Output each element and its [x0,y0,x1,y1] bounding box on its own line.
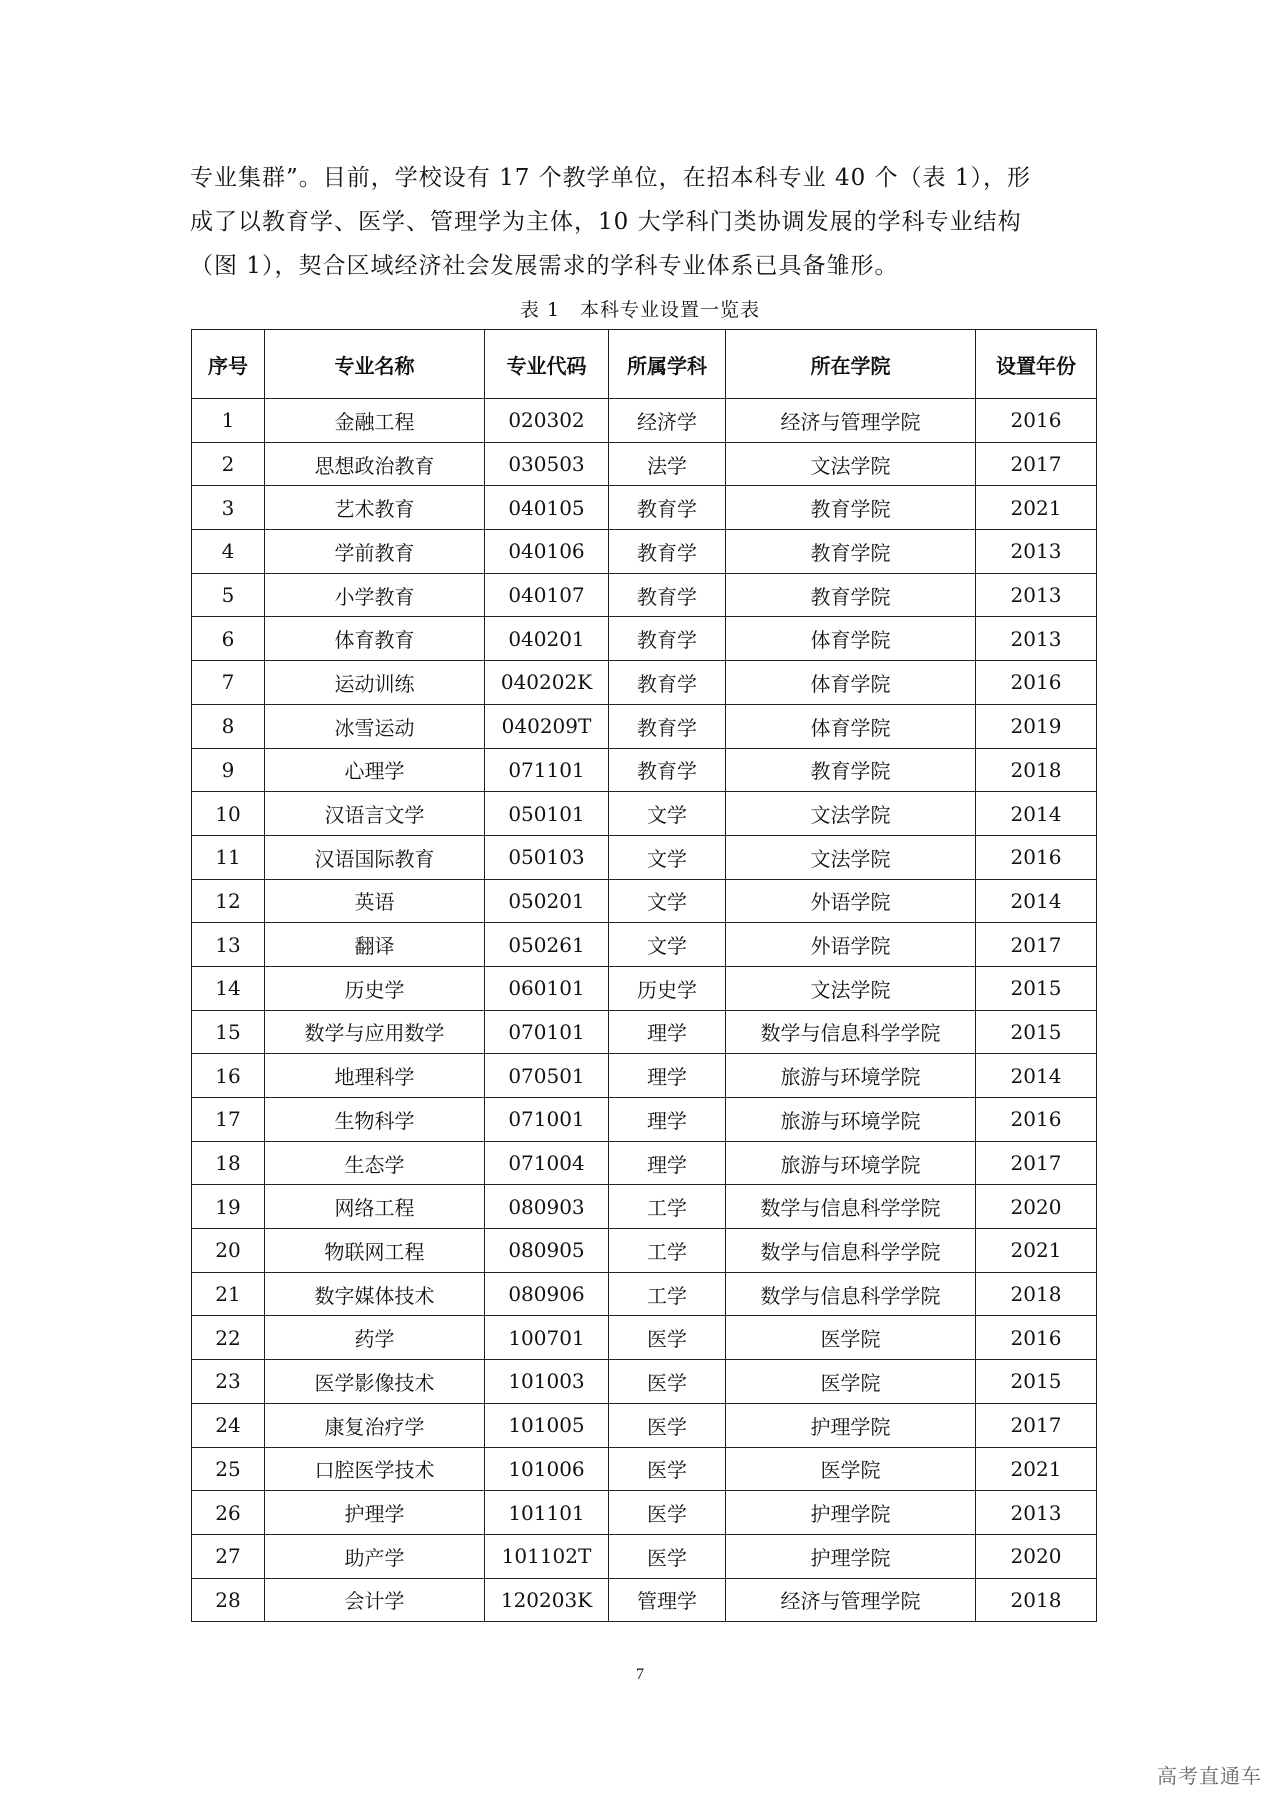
table-row [192,792,1097,836]
cell-major-name: 历史学 [265,966,485,1010]
cell-major-code: 040106 [485,530,609,574]
cell-major-name: 心理学 [265,748,485,792]
cell-year: 2018 [976,1272,1097,1316]
cell-major-name: 口腔医学技术 [265,1447,485,1491]
cell-major-code: 071004 [485,1141,609,1185]
cell-discipline: 医学 [609,1447,726,1491]
cell-index: 12 [192,879,265,923]
cell-major-code: 120203K [485,1578,609,1622]
cell-index: 17 [192,1098,265,1142]
cell-major-code: 080905 [485,1229,609,1273]
cell-index: 16 [192,1054,265,1098]
cell-index: 24 [192,1403,265,1447]
cell-year: 2018 [976,1578,1097,1622]
cell-college: 体育学院 [726,661,976,705]
cell-index: 10 [192,792,265,836]
cell-year: 2013 [976,573,1097,617]
cell-major-name: 金融工程 [265,399,485,443]
cell-discipline: 医学 [609,1316,726,1360]
cell-discipline: 文学 [609,879,726,923]
cell-major-name: 护理学 [265,1491,485,1535]
cell-year: 2016 [976,399,1097,443]
table-row [192,442,1097,486]
cell-discipline: 理学 [609,1054,726,1098]
cell-major-code: 050201 [485,879,609,923]
cell-college: 经济与管理学院 [726,1578,976,1622]
table-row [192,573,1097,617]
header-year: 设置年份 [976,330,1097,399]
cell-college: 护理学院 [726,1534,976,1578]
cell-discipline: 医学 [609,1491,726,1535]
cell-year: 2015 [976,966,1097,1010]
intro-line: 成了以教育学、医学、管理学为主体，10 大学科门类协调发展的学科专业结构 [190,209,1022,235]
cell-college: 旅游与环境学院 [726,1054,976,1098]
cell-major-code: 101003 [485,1360,609,1404]
cell-major-name: 思想政治教育 [265,442,485,486]
cell-major-name: 生态学 [265,1141,485,1185]
cell-index: 14 [192,966,265,1010]
table-row [192,1403,1097,1447]
cell-discipline: 教育学 [609,530,726,574]
cell-year: 2015 [976,1010,1097,1054]
cell-index: 20 [192,1229,265,1273]
cell-discipline: 工学 [609,1229,726,1273]
table-row [192,1141,1097,1185]
cell-major-name: 药学 [265,1316,485,1360]
cell-major-code: 040209T [485,704,609,748]
cell-college: 教育学院 [726,748,976,792]
intro-paragraph [190,156,1094,288]
cell-major-code: 060101 [485,966,609,1010]
table-row [192,530,1097,574]
cell-college: 经济与管理学院 [726,399,976,443]
page-number: 7 [636,1666,644,1683]
cell-major-code: 040202K [485,661,609,705]
cell-index: 15 [192,1010,265,1054]
table-row [192,1447,1097,1491]
cell-year: 2021 [976,486,1097,530]
cell-discipline: 文学 [609,792,726,836]
cell-college: 旅游与环境学院 [726,1098,976,1142]
cell-index: 21 [192,1272,265,1316]
cell-index: 2 [192,442,265,486]
cell-major-code: 071101 [485,748,609,792]
cell-year: 2016 [976,661,1097,705]
cell-college: 医学院 [726,1316,976,1360]
cell-year: 2014 [976,879,1097,923]
table-row [192,1010,1097,1054]
cell-college: 教育学院 [726,486,976,530]
table-row [192,399,1097,443]
cell-discipline: 文学 [609,835,726,879]
cell-major-name: 冰雪运动 [265,704,485,748]
cell-index: 26 [192,1491,265,1535]
cell-discipline: 工学 [609,1272,726,1316]
table-row [192,1360,1097,1404]
cell-major-code: 100701 [485,1316,609,1360]
cell-index: 5 [192,573,265,617]
cell-index: 23 [192,1360,265,1404]
cell-index: 13 [192,923,265,967]
cell-year: 2013 [976,1491,1097,1535]
cell-major-name: 英语 [265,879,485,923]
cell-college: 数学与信息科学学院 [726,1272,976,1316]
cell-year: 2013 [976,617,1097,661]
cell-major-name: 会计学 [265,1578,485,1622]
table-row [192,1185,1097,1229]
cell-college: 教育学院 [726,530,976,574]
cell-major-name: 汉语言文学 [265,792,485,836]
cell-major-code: 101006 [485,1447,609,1491]
cell-discipline: 教育学 [609,748,726,792]
header-college: 所在学院 [726,330,976,399]
cell-major-name: 学前教育 [265,530,485,574]
cell-college: 外语学院 [726,879,976,923]
cell-college: 文法学院 [726,442,976,486]
cell-college: 医学院 [726,1447,976,1491]
header-major-code: 专业代码 [485,330,609,399]
cell-college: 体育学院 [726,617,976,661]
table-row [192,1316,1097,1360]
cell-index: 6 [192,617,265,661]
cell-index: 19 [192,1185,265,1229]
cell-discipline: 理学 [609,1010,726,1054]
table-row [192,1578,1097,1622]
table-row [192,835,1097,879]
table-row [192,966,1097,1010]
cell-major-code: 020302 [485,399,609,443]
cell-major-code: 070501 [485,1054,609,1098]
cell-major-name: 数字媒体技术 [265,1272,485,1316]
cell-major-code: 040107 [485,573,609,617]
cell-major-name: 地理科学 [265,1054,485,1098]
table-row [192,1272,1097,1316]
cell-major-name: 翻译 [265,923,485,967]
cell-major-name: 数学与应用数学 [265,1010,485,1054]
cell-year: 2016 [976,1098,1097,1142]
cell-major-name: 助产学 [265,1534,485,1578]
cell-major-code: 101101 [485,1491,609,1535]
cell-major-name: 物联网工程 [265,1229,485,1273]
table-body [192,399,1097,1622]
cell-index: 3 [192,486,265,530]
cell-year: 2021 [976,1447,1097,1491]
cell-major-name: 康复治疗学 [265,1403,485,1447]
cell-major-code: 050261 [485,923,609,967]
cell-index: 7 [192,661,265,705]
header-discipline: 所属学科 [609,330,726,399]
table-row [192,1098,1097,1142]
cell-index: 8 [192,704,265,748]
cell-year: 2016 [976,1316,1097,1360]
cell-major-name: 运动训练 [265,661,485,705]
cell-major-code: 040105 [485,486,609,530]
cell-index: 28 [192,1578,265,1622]
cell-index: 18 [192,1141,265,1185]
table-row [192,486,1097,530]
cell-major-code: 070101 [485,1010,609,1054]
cell-discipline: 管理学 [609,1578,726,1622]
cell-year: 2013 [976,530,1097,574]
table-row [192,879,1097,923]
table-header-row [192,330,1097,399]
cell-discipline: 教育学 [609,486,726,530]
cell-year: 2016 [976,835,1097,879]
cell-discipline: 教育学 [609,617,726,661]
intro-line: （图 1），契合区域经济社会发展需求的学科专业体系已具备雏形。 [190,253,899,279]
intro-line: 专业集群”。目前，学校设有 17 个教学单位，在招本科专业 40 个（表 1），形 [190,165,1031,191]
cell-index: 1 [192,399,265,443]
cell-index: 25 [192,1447,265,1491]
cell-discipline: 工学 [609,1185,726,1229]
cell-year: 2020 [976,1534,1097,1578]
table-caption: 表 1 本科专业设置一览表 [519,299,761,321]
cell-year: 2019 [976,704,1097,748]
cell-discipline: 经济学 [609,399,726,443]
cell-index: 27 [192,1534,265,1578]
cell-year: 2018 [976,748,1097,792]
cell-discipline: 文学 [609,923,726,967]
cell-discipline: 教育学 [609,573,726,617]
cell-year: 2014 [976,1054,1097,1098]
header-index: 序号 [192,330,265,399]
table-row [192,1534,1097,1578]
cell-discipline: 医学 [609,1360,726,1404]
cell-index: 22 [192,1316,265,1360]
cell-year: 2021 [976,1229,1097,1273]
cell-major-code: 071001 [485,1098,609,1142]
cell-college: 数学与信息科学学院 [726,1010,976,1054]
cell-major-name: 小学教育 [265,573,485,617]
cell-major-code: 030503 [485,442,609,486]
table-row [192,1491,1097,1535]
table-row [192,923,1097,967]
cell-college: 旅游与环境学院 [726,1141,976,1185]
header-major-name: 专业名称 [265,330,485,399]
cell-year: 2014 [976,792,1097,836]
cell-college: 外语学院 [726,923,976,967]
cell-college: 护理学院 [726,1491,976,1535]
cell-major-code: 080903 [485,1185,609,1229]
majors-table [191,329,1097,1622]
cell-index: 11 [192,835,265,879]
cell-year: 2017 [976,1403,1097,1447]
table-row [192,1229,1097,1273]
cell-index: 4 [192,530,265,574]
cell-college: 文法学院 [726,792,976,836]
cell-discipline: 教育学 [609,661,726,705]
cell-college: 文法学院 [726,835,976,879]
cell-discipline: 理学 [609,1098,726,1142]
cell-year: 2015 [976,1360,1097,1404]
cell-college: 医学院 [726,1360,976,1404]
table-row [192,617,1097,661]
table-row [192,748,1097,792]
cell-year: 2017 [976,1141,1097,1185]
table-row [192,661,1097,705]
cell-year: 2017 [976,923,1097,967]
cell-major-code: 101005 [485,1403,609,1447]
cell-discipline: 理学 [609,1141,726,1185]
cell-discipline: 医学 [609,1403,726,1447]
watermark: 高考直通车 [1157,1764,1262,1788]
table-row [192,704,1097,748]
cell-major-code: 080906 [485,1272,609,1316]
cell-discipline: 教育学 [609,704,726,748]
cell-college: 数学与信息科学学院 [726,1229,976,1273]
cell-major-code: 040201 [485,617,609,661]
cell-discipline: 法学 [609,442,726,486]
cell-college: 护理学院 [726,1403,976,1447]
cell-college: 数学与信息科学学院 [726,1185,976,1229]
cell-college: 体育学院 [726,704,976,748]
cell-year: 2020 [976,1185,1097,1229]
cell-major-name: 生物科学 [265,1098,485,1142]
cell-major-name: 艺术教育 [265,486,485,530]
cell-major-code: 101102T [485,1534,609,1578]
cell-major-code: 050101 [485,792,609,836]
cell-index: 9 [192,748,265,792]
cell-college: 文法学院 [726,966,976,1010]
cell-major-name: 网络工程 [265,1185,485,1229]
cell-major-name: 医学影像技术 [265,1360,485,1404]
cell-college: 教育学院 [726,573,976,617]
table-row [192,1054,1097,1098]
cell-discipline: 医学 [609,1534,726,1578]
cell-major-name: 体育教育 [265,617,485,661]
cell-year: 2017 [976,442,1097,486]
cell-major-name: 汉语国际教育 [265,835,485,879]
cell-major-code: 050103 [485,835,609,879]
cell-discipline: 历史学 [609,966,726,1010]
